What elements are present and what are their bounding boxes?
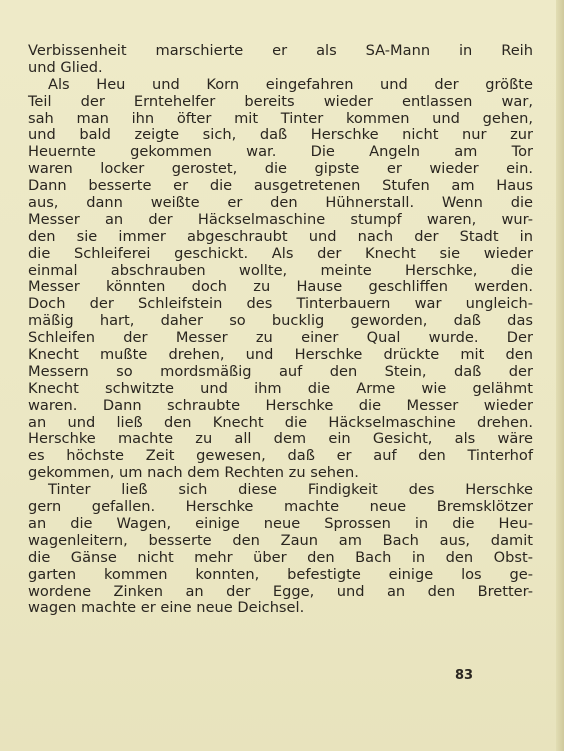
text-line: es höchste Zeit gewesen, daß er auf den Tinterhof <box>28 447 533 465</box>
text-line: waren. Dann schraubte Herschke die Messer wieder <box>28 396 533 414</box>
text-line: die Gänse nicht mehr über den Bach in den Obst- <box>28 548 533 566</box>
text-line: Als Heu und Korn eingefahren und der größte <box>48 75 533 93</box>
text-line: und bald zeigte sich, daß Herschke nicht nur zur <box>28 126 533 144</box>
text-line: gern gefallen. Herschke machte neue Bremsklötzer <box>28 498 533 516</box>
text-line: einmal abschrauben wollte, meinte Herschke, die <box>28 261 533 279</box>
text-line: Tinter ließ sich diese Findigkeit des Herschke <box>48 481 533 499</box>
text-line: Heuernte gekommen war. Die Angeln am Tor <box>28 143 533 161</box>
text-line: garten kommen konnten, befestigte einige los ge- <box>28 565 533 583</box>
text-line: an die Wagen, einige neue Sprossen in die Heu- <box>28 514 533 532</box>
text-line: den sie immer abgeschraubt und nach der Stadt in <box>28 227 533 245</box>
text-line: die Schleiferei geschickt. Als der Knecht sie wieder <box>28 244 533 262</box>
text-line: gekommen, um nach dem Rechten zu sehen. <box>28 464 359 482</box>
text-line: Messern so mordsmäßig auf den Stein, daß der <box>28 362 533 380</box>
page-number: 83 <box>455 668 474 683</box>
text-line: Messer an der Häckselmaschine stumpf waren, wur- <box>28 210 533 228</box>
text-line: an und ließ den Knecht die Häckselmaschine drehen. <box>28 413 533 431</box>
text-line: mäßig hart, daher so bucklig geworden, daß das <box>28 312 533 330</box>
text-line: wagen machte er eine neue Deichsel. <box>28 599 305 617</box>
page-edge-shadow <box>556 0 564 751</box>
text-line: aus, dann weißte er den Hühnerstall. Wenn die <box>28 194 533 212</box>
text-line: sah man ihn öfter mit Tinter kommen und gehen, <box>28 109 533 127</box>
text-line: Knecht mußte drehen, und Herschke drückte mit den <box>28 346 533 364</box>
text-line: Doch der Schleifstein des Tinterbauern war ungleich- <box>28 295 533 313</box>
text-line: und Glied. <box>28 58 103 76</box>
text-line: Herschke machte zu all dem ein Gesicht, als wäre <box>28 430 533 448</box>
text-line: Messer könnten doch zu Hause geschliffen werden. <box>28 278 533 296</box>
text-line: Schleifen der Messer zu einer Qual wurde. Der <box>28 329 533 347</box>
text-line: Knecht schwitzte und ihm die Arme wie gelähmt <box>28 379 533 397</box>
body-text <box>28 43 533 617</box>
text-line: Verbissenheit marschierte er als SA-Mann in Reih <box>28 42 533 59</box>
text-line: wagenleitern, besserte den Zaun am Bach aus, damit <box>28 531 533 549</box>
text-line: wordene Zinken an der Egge, und an den Bretter- <box>28 582 533 600</box>
text-line: waren locker gerostet, die gipste er wieder ein. <box>28 160 533 178</box>
text-line: Dann besserte er die ausgetretenen Stufen am Haus <box>28 177 533 195</box>
text-line: Teil der Erntehelfer bereits wieder entlassen war, <box>28 92 533 110</box>
